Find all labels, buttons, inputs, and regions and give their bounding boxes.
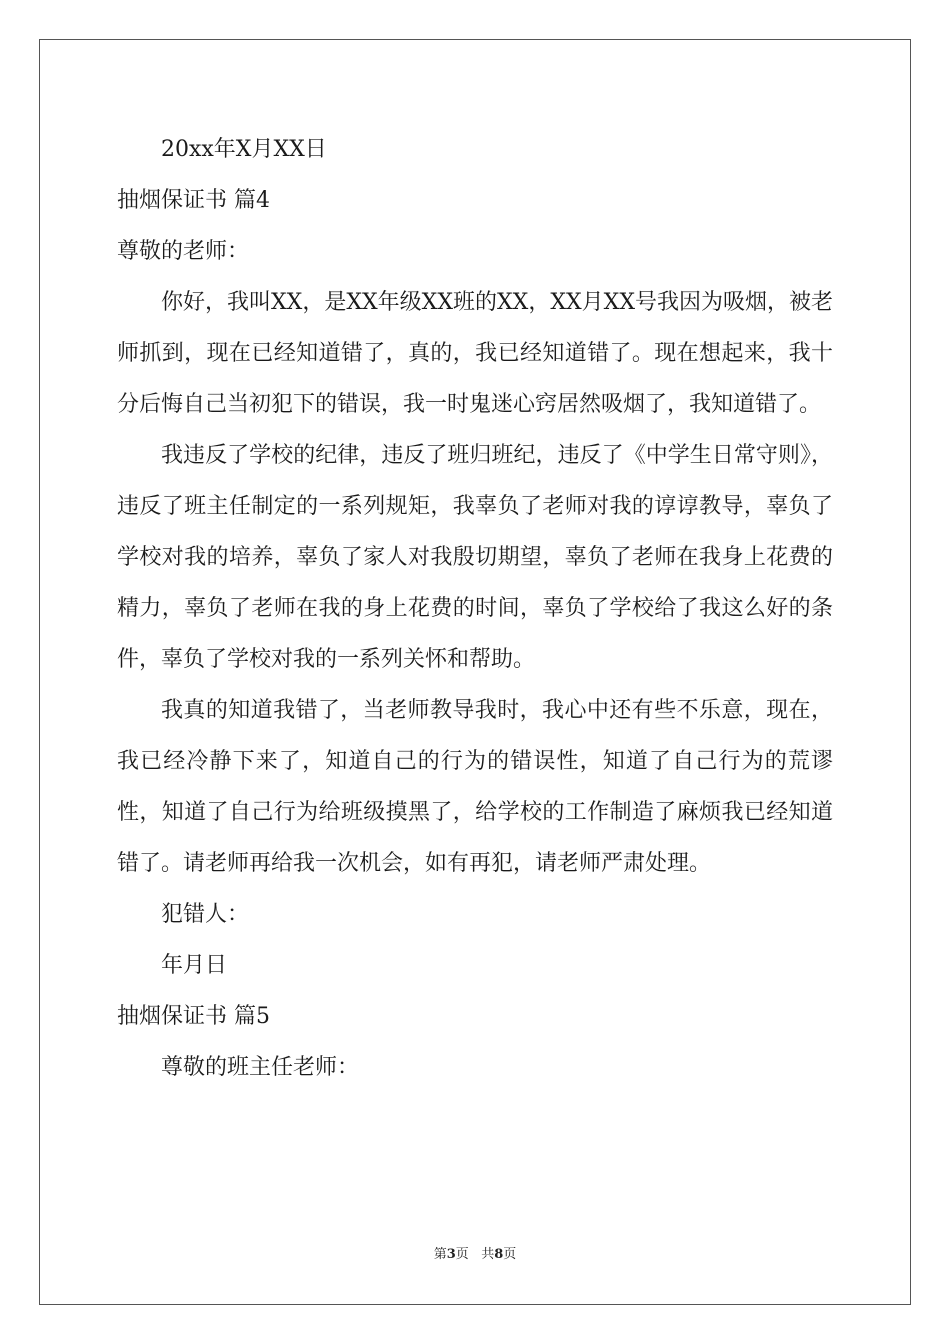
date-line: 20xx年X月XX日 [161,137,327,162]
page-prefix: 第 [433,1247,447,1262]
page-current: 3 [446,1247,456,1262]
signer-line: 犯错人： [161,902,250,927]
paragraph-2: 我违反了学校的纪律，违反了班归班纪，违反了《中学生日常守则》，违反了班主任制定的一系列规矩，我辜负了老师对我的谆谆教导，辜负了学校对我的培养，辜负了家人对我殷切期望，辜负了老师在我身上花费的精力，辜负了老师在我的身上花费的时间，辜负了学校给了我这么好的条件，辜负了学校对我的一系列关怀和帮助。 [117,443,833,672]
paragraph-1: 你好，我叫XX，是XX年级XX班的XX，XX月XX号我因为吸烟，被老师抓到，现在已经知道错了，真的，我已经知道错了。现在想起来，我十分后悔自己当初犯下的错误，我一时鬼迷心窍居然吸烟了，我知道错了。 [117,290,833,417]
section-4-title: 抽烟保证书 篇4 [117,188,270,213]
salutation-4: 尊敬的老师： [117,239,250,264]
date-blank-line: 年月日 [161,953,228,978]
page-suffix: 页 [455,1247,469,1262]
total-pages: 8 [494,1247,504,1262]
total-suffix: 页 [503,1247,517,1262]
salutation-5: 尊敬的班主任老师： [161,1055,360,1080]
section-5-title: 抽烟保证书 篇5 [117,1004,270,1029]
page-footer [0,1246,950,1264]
total-prefix: 共 [481,1247,495,1262]
paragraph-3: 我真的知道我错了，当老师教导我时，我心中还有些不乐意，现在，我已经冷静下来了，知道自己的行为的错误性，知道了自己行为的荒谬性，知道了自己行为给班级摸黑了，给学校的工作制造了麻烦我已经知道错了。请老师再给我一次机会，如有再犯，请老师严肃处理。 [117,698,833,876]
document-body [117,124,833,1093]
